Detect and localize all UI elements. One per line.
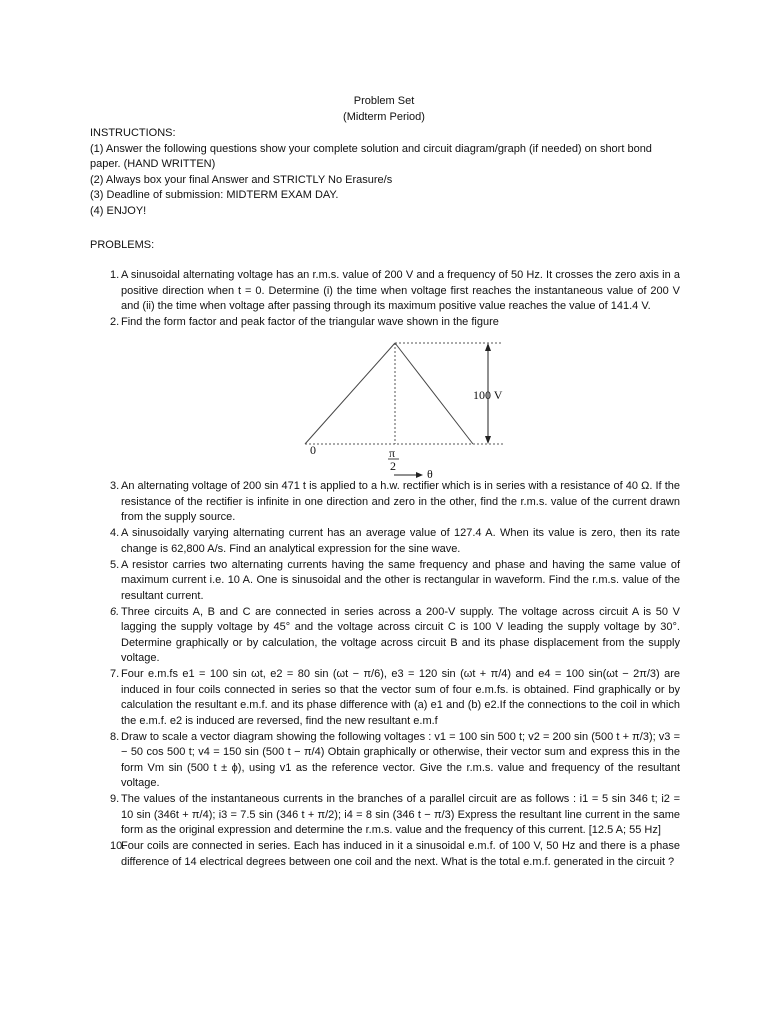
wave-rising-edge <box>305 343 395 444</box>
problem-text: Draw to scale a vector diagram showing the following voltages : v1 = 100 sin 500 t; v2 = 200 sin (500 t + π/3); v3 = − 50 cos 500 t; v4 = 150 sin (500 t − π/4) Obtain graphically or otherwise, their vector sum and express this in the form Vm sin (500 t ± ϕ), using v1 as the reference vector. Give the r.m.s. value and frequency of the resultant voltage. <box>121 730 680 789</box>
problems-heading: PROBLEMS: <box>90 239 155 251</box>
origin-label: 0 <box>310 443 316 457</box>
problem-item <box>90 558 680 605</box>
problem-text: The values of the instantaneous currents in the branches of a parallel circuit are as follows : i1 = 5 sin 346 t; i2 = 10 sin (346t + π/4); i3 = 7.5 sin (346 t + π/2); i4 = 8 sin (346 t − π/3) Express the resultant line current in the same form as the original expression and determine the r.m.s. value and the frequency of this current. [12.5 A; 55 Hz] <box>121 793 680 836</box>
page-title: Problem Set <box>353 95 415 107</box>
problem-text: Four coils are connected in series. Each has induced in it a sinusoidal e.m.f. of 100 V, 50 Hz and there is a phase difference of 14 electrical degrees between one coil and the next. What is the total e.m.f. generated in the circuit ? <box>121 840 680 868</box>
problem-number: 2. <box>110 316 120 328</box>
two-label: 2 <box>390 459 396 473</box>
instructions-block <box>90 126 670 219</box>
theta-label: θ <box>427 467 433 479</box>
problem-number: 6. <box>110 605 120 618</box>
problem-text: Find the form factor and peak factor of the triangular wave shown in the figure <box>121 316 499 328</box>
problem-number: 7. <box>110 668 120 680</box>
problem-item <box>90 839 680 870</box>
page-subtitle: (Midterm Period) <box>343 111 425 123</box>
problem-item <box>90 605 680 667</box>
problem-number: 4. <box>110 527 120 539</box>
problem-number: 1. <box>110 269 120 281</box>
problem-number: 10. <box>110 840 126 852</box>
wave-falling-edge <box>395 343 473 444</box>
triangular-wave-figure <box>90 331 680 479</box>
triangular-wave-diagram <box>90 331 680 479</box>
amplitude-arrow-head-bottom <box>485 436 491 444</box>
problem-number: 9. <box>110 793 120 805</box>
problem-item <box>90 526 680 557</box>
instructions-heading: INSTRUCTIONS: <box>90 127 176 139</box>
problem-text: A sinusoidal alternating voltage has an r.m.s. value of 200 V and a frequency of 50 Hz. It crosses the zero axis in a positive direction when t = 0. Determine (i) the time when voltage first reaches the instantaneous value of 200 V and (ii) the time when voltage after passing through its maximum positive value reaches the value of 141.4 V. <box>121 269 680 312</box>
problem-number: 5. <box>110 558 120 571</box>
problem-item <box>90 315 680 331</box>
amplitude-label: 100 V <box>473 388 503 402</box>
problem-number: 8. <box>110 730 120 743</box>
problem-item <box>90 792 680 839</box>
problem-item <box>90 730 680 792</box>
instruction-item: (4) ENJOY! <box>90 204 147 217</box>
theta-axis-arrow-head <box>416 472 423 478</box>
amplitude-arrow-head-top <box>485 343 491 351</box>
problems-list <box>90 268 680 871</box>
problem-item <box>90 667 680 729</box>
problem-item <box>90 479 680 526</box>
problem-number: 3. <box>110 480 120 492</box>
problem-text: An alternating voltage of 200 sin 471 t is applied to a h.w. rectifier which is in series with a resistance of 40 Ω. If the resistance of the rectifier is infinite in one direction and zero in the other, find the r.m.s. value of the current drawn from the supply source. <box>121 480 680 523</box>
instruction-item: (1) Answer the following questions show your complete solution and circuit diagram/graph (if needed) on short bond paper. (HAND WRITTEN) <box>90 142 652 170</box>
pi-label: π <box>389 446 396 460</box>
problem-text: A sinusoidally varying alternating current has an average value of 127.4 A. When its value is zero, then its rate change is 62,800 A/s. Find an analytical expression for the sine wave. <box>121 527 680 555</box>
instruction-item: (3) Deadline of submission: MIDTERM EXAM DAY. <box>90 189 339 201</box>
problem-text: Three circuits A, B and C are connected in series across a 200-V supply. The voltage across circuit A is 50 V lagging the supply voltage by 45° and the voltage across circuit C is 100 V leading the supply voltage by 30°. Determine graphically or by calculation, the voltage across circuit B and its phase displacement from the supply voltage. <box>121 605 680 664</box>
problem-text: Four e.m.fs e1 = 100 sin ωt, e2 = 80 sin (ωt − π/6), e3 = 120 sin (ωt + π/4) and e4 = 100 sin(ωt − 2π/3) are induced in four coils connected in series so that the vector sum of four e.m.fs. is obtained. Find graphically or by calculation the resultant e.m.f. and its phase difference with (a) e1 and (b) e2.If the connections to the coil in which the e.m.f. e2 is induced are reversed, find the new resultant e.m.f <box>121 668 680 727</box>
problem-item <box>90 268 680 315</box>
instruction-item: (2) Always box your final Answer and STRICTLY No Erasure/s <box>90 173 393 186</box>
problem-text: A resistor carries two alternating currents having the same frequency and phase and having the same value of maximum current i.e. 10 A. One is sinusoidal and the other is rectangular in waveform. Find the r.m.s. value of the resultant current. <box>121 558 680 602</box>
